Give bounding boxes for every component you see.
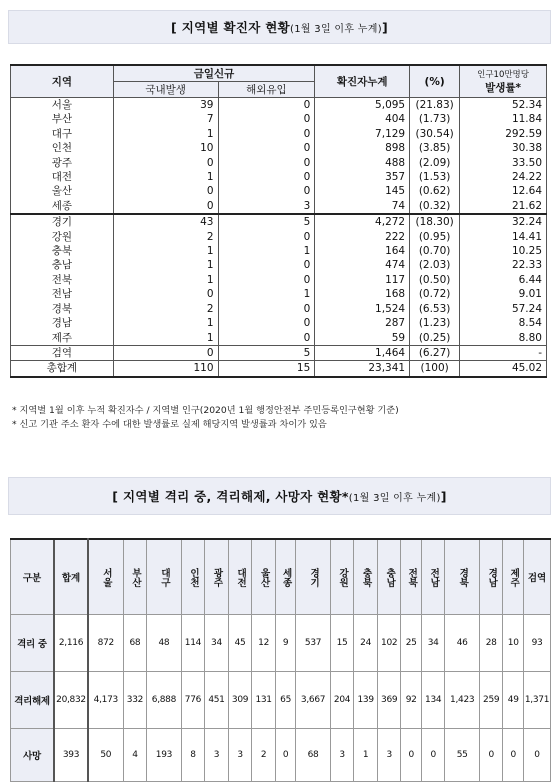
percent-cell: (0.72)	[410, 287, 460, 301]
percent-cell: (2.03)	[410, 258, 460, 272]
percent-cell: (0.62)	[410, 184, 460, 198]
region-value-cell: 139	[354, 672, 378, 729]
region-cell: 강원	[11, 230, 114, 244]
header-region-3: 인천	[181, 539, 205, 615]
region-value-cell: 68	[123, 615, 147, 672]
region-value-cell: 65	[275, 672, 295, 729]
percent-cell: (0.70)	[410, 244, 460, 258]
domestic-cell: 1	[113, 316, 218, 330]
domestic-cell: 1	[113, 170, 218, 184]
table-row	[11, 199, 547, 214]
header-region-8: 경기	[296, 539, 330, 615]
cumulative-cell: 404	[315, 112, 410, 126]
region-value-cell: 3	[330, 729, 354, 782]
row-label: 격리 중	[11, 615, 55, 672]
overseas-cell: 0	[218, 273, 315, 287]
total-rate-cell: 45.02	[460, 361, 547, 377]
table-row	[11, 729, 551, 782]
region-value-cell: 49	[503, 672, 524, 729]
rate-cell: 30.38	[460, 141, 547, 155]
percent-cell: (0.32)	[410, 199, 460, 214]
region-value-cell: 55	[445, 729, 479, 782]
region-cell: 제주	[11, 331, 114, 346]
header-region-10: 충북	[354, 539, 378, 615]
region-value-cell: 9	[275, 615, 295, 672]
overseas-cell: 0	[218, 112, 315, 126]
section2-title-sub: (1월 3일 이후 누계)	[348, 492, 441, 504]
domestic-cell: 0	[113, 156, 218, 170]
percent-cell: (0.95)	[410, 230, 460, 244]
domestic-cell: 1	[113, 331, 218, 346]
region-value-cell: 6,888	[147, 672, 181, 729]
confirmed-cases-table	[10, 64, 547, 378]
overseas-cell: 0	[218, 141, 315, 155]
row-total: 20,832	[54, 672, 88, 729]
domestic-cell: 0	[113, 287, 218, 301]
rate-cell: 14.41	[460, 230, 547, 244]
domestic-cell: 0	[113, 345, 218, 360]
region-value-cell: 0	[401, 729, 421, 782]
isolation-body	[11, 615, 551, 782]
header-percent: (%)	[410, 65, 460, 98]
region-cell: 서울	[11, 98, 114, 113]
region-value-cell: 68	[296, 729, 330, 782]
total-region-cell: 총합계	[11, 361, 114, 377]
cumulative-cell: 474	[315, 258, 410, 272]
overseas-cell: 0	[218, 316, 315, 330]
table-row	[11, 141, 547, 155]
region-cell: 전북	[11, 273, 114, 287]
cumulative-cell: 5,095	[315, 98, 410, 113]
header-region-4: 광주	[205, 539, 229, 615]
region-cell: 경남	[11, 316, 114, 330]
percent-cell: (21.83)	[410, 98, 460, 113]
percent-cell: (6.27)	[410, 345, 460, 360]
overseas-cell: 5	[218, 214, 315, 229]
region-value-cell: 48	[147, 615, 181, 672]
overseas-cell: 0	[218, 127, 315, 141]
header-region: 지역	[11, 65, 114, 98]
domestic-cell: 0	[113, 199, 218, 214]
cumulative-cell: 287	[315, 316, 410, 330]
domestic-cell: 43	[113, 214, 218, 229]
overseas-cell: 0	[218, 331, 315, 346]
header-region-15: 경남	[479, 539, 503, 615]
region-value-cell: 92	[401, 672, 421, 729]
region-value-cell: 0	[479, 729, 503, 782]
section1-title-end: ]	[381, 19, 388, 35]
table-row	[11, 273, 547, 287]
table-row	[11, 244, 547, 258]
domestic-cell: 1	[113, 127, 218, 141]
header-region-11: 충남	[377, 539, 401, 615]
footnote-1: * 지역별 1월 이후 누적 확진자수 / 지역별 인구(2020년 1월 행정안전부 주민등록인구현황 기준)	[12, 405, 399, 416]
header-overseas: 해외유입	[218, 82, 315, 98]
region-value-cell: 3	[205, 729, 229, 782]
region-value-cell: 10	[503, 615, 524, 672]
domestic-cell: 7	[113, 112, 218, 126]
table-row	[11, 302, 547, 316]
table-row	[11, 156, 547, 170]
cumulative-cell: 4,272	[315, 214, 410, 229]
overseas-cell: 0	[218, 230, 315, 244]
region-value-cell: 46	[445, 615, 479, 672]
header-region-16: 제주	[503, 539, 524, 615]
region-value-cell: 0	[275, 729, 295, 782]
region-value-cell: 114	[181, 615, 205, 672]
table-row	[11, 316, 547, 330]
region-value-cell: 309	[228, 672, 252, 729]
section2-title-main: [ 지역별 격리 중, 격리해제, 사망자 현황*	[112, 489, 349, 504]
table-row	[11, 672, 551, 729]
region-value-cell: 0	[503, 729, 524, 782]
table-row	[11, 112, 547, 126]
overseas-cell: 0	[218, 98, 315, 113]
region-value-cell: 8	[181, 729, 205, 782]
header-region-14: 경북	[445, 539, 479, 615]
header-region-2: 대구	[147, 539, 181, 615]
region-value-cell: 45	[228, 615, 252, 672]
header-region-5: 대전	[228, 539, 252, 615]
region-value-cell: 0	[421, 729, 445, 782]
region-value-cell: 24	[354, 615, 378, 672]
region-cell: 검역	[11, 345, 114, 360]
overseas-cell: 0	[218, 258, 315, 272]
table-row	[11, 98, 547, 113]
overseas-cell: 0	[218, 156, 315, 170]
cumulative-cell: 145	[315, 184, 410, 198]
rate-cell: 8.54	[460, 316, 547, 330]
header-domestic: 국내발생	[113, 82, 218, 98]
quarantine-value-cell: 93	[524, 615, 551, 672]
rate-cell: 12.64	[460, 184, 547, 198]
percent-cell: (18.30)	[410, 214, 460, 229]
header-total: 합계	[54, 539, 88, 615]
region-value-cell: 102	[377, 615, 401, 672]
rate-cell: 52.34	[460, 98, 547, 113]
header-cumulative: 확진자누계	[315, 65, 410, 98]
region-cell: 울산	[11, 184, 114, 198]
quarantine-value-cell: 0	[524, 729, 551, 782]
region-value-cell: 369	[377, 672, 401, 729]
section1-title-sub: (1월 3일 이후 누계)	[290, 23, 382, 35]
region-value-cell: 3,667	[296, 672, 330, 729]
rate-cell: -	[460, 345, 547, 360]
region-cell: 대구	[11, 127, 114, 141]
region-value-cell: 4	[123, 729, 147, 782]
region-cell: 경기	[11, 214, 114, 229]
overseas-cell: 0	[218, 302, 315, 316]
cumulative-cell: 1,464	[315, 345, 410, 360]
isolation-status-table	[10, 538, 551, 782]
percent-cell: (1.23)	[410, 316, 460, 330]
total-percent-cell: (100)	[410, 361, 460, 377]
overseas-cell: 1	[218, 244, 315, 258]
region-cell: 경북	[11, 302, 114, 316]
percent-cell: (0.25)	[410, 331, 460, 346]
percent-cell: (1.53)	[410, 170, 460, 184]
header-today-new: 금일신규	[113, 65, 315, 82]
total-row	[11, 361, 547, 377]
rate-cell: 24.22	[460, 170, 547, 184]
domestic-cell: 1	[113, 273, 218, 287]
region-cell: 부산	[11, 112, 114, 126]
cumulative-cell: 7,129	[315, 127, 410, 141]
domestic-cell: 2	[113, 230, 218, 244]
isolation-header-row	[11, 539, 551, 615]
rate-cell: 22.33	[460, 258, 547, 272]
section2-title	[8, 477, 551, 515]
percent-cell: (3.85)	[410, 141, 460, 155]
rate-cell: 33.50	[460, 156, 547, 170]
region-value-cell: 3	[228, 729, 252, 782]
region-value-cell: 193	[147, 729, 181, 782]
cumulative-cell: 59	[315, 331, 410, 346]
region-value-cell: 204	[330, 672, 354, 729]
percent-cell: (1.73)	[410, 112, 460, 126]
total-overseas-cell: 15	[218, 361, 315, 377]
header-region-13: 전남	[421, 539, 445, 615]
header-per100k-top: 인구10만명당	[477, 70, 529, 80]
domestic-cell: 10	[113, 141, 218, 155]
overseas-cell: 1	[218, 287, 315, 301]
percent-cell: (0.50)	[410, 273, 460, 287]
confirmed-cases-body	[11, 98, 547, 377]
region-value-cell: 3	[377, 729, 401, 782]
section1-title-main: [ 지역별 확진자 현황	[171, 20, 290, 35]
cumulative-cell: 117	[315, 273, 410, 287]
table-row	[11, 184, 547, 198]
rate-cell: 6.44	[460, 273, 547, 287]
rate-cell: 32.24	[460, 214, 547, 229]
region-cell: 전남	[11, 287, 114, 301]
header-region-0: 서울	[88, 539, 123, 615]
table-row	[11, 127, 547, 141]
region-value-cell: 1	[354, 729, 378, 782]
total-domestic-cell: 110	[113, 361, 218, 377]
domestic-cell: 39	[113, 98, 218, 113]
region-value-cell: 28	[479, 615, 503, 672]
cumulative-cell: 357	[315, 170, 410, 184]
rate-cell: 10.25	[460, 244, 547, 258]
region-value-cell: 34	[205, 615, 229, 672]
section1-title	[8, 10, 551, 44]
header-region-6: 울산	[252, 539, 276, 615]
region-value-cell: 332	[123, 672, 147, 729]
table-row	[11, 287, 547, 301]
region-value-cell: 872	[88, 615, 123, 672]
domestic-cell: 1	[113, 258, 218, 272]
domestic-cell: 2	[113, 302, 218, 316]
region-cell: 충북	[11, 244, 114, 258]
region-value-cell: 451	[205, 672, 229, 729]
region-cell: 세종	[11, 199, 114, 214]
region-value-cell: 4,173	[88, 672, 123, 729]
rate-cell: 11.84	[460, 112, 547, 126]
rate-cell: 9.01	[460, 287, 547, 301]
header-region-7: 세종	[275, 539, 295, 615]
cumulative-cell: 898	[315, 141, 410, 155]
domestic-cell: 0	[113, 184, 218, 198]
region-cell: 인천	[11, 141, 114, 155]
total-cumulative-cell: 23,341	[315, 361, 410, 377]
header-per100k-bottom: 발생률*	[485, 82, 521, 94]
cumulative-cell: 164	[315, 244, 410, 258]
region-value-cell: 15	[330, 615, 354, 672]
region-value-cell: 12	[252, 615, 276, 672]
row-total: 393	[54, 729, 88, 782]
row-label: 사망	[11, 729, 55, 782]
region-value-cell: 131	[252, 672, 276, 729]
region-value-cell: 2	[252, 729, 276, 782]
region-value-cell: 776	[181, 672, 205, 729]
footnotes	[12, 404, 399, 432]
section2-title-end: ]	[440, 488, 447, 504]
footnote-2: * 신고 기관 주소 환자 수에 대한 발생률로 실제 해당지역 발생률과 차이가 있음	[12, 419, 327, 430]
region-value-cell: 537	[296, 615, 330, 672]
cumulative-cell: 488	[315, 156, 410, 170]
row-total: 2,116	[54, 615, 88, 672]
percent-cell: (6.53)	[410, 302, 460, 316]
table-row	[11, 615, 551, 672]
region-cell: 광주	[11, 156, 114, 170]
table-row	[11, 345, 547, 360]
cumulative-cell: 168	[315, 287, 410, 301]
header-category: 구분	[11, 539, 55, 615]
quarantine-value-cell: 1,371	[524, 672, 551, 729]
rate-cell: 8.80	[460, 331, 547, 346]
region-value-cell: 34	[421, 615, 445, 672]
region-value-cell: 1,423	[445, 672, 479, 729]
rate-cell: 57.24	[460, 302, 547, 316]
overseas-cell: 0	[218, 170, 315, 184]
region-cell: 충남	[11, 258, 114, 272]
rate-cell: 292.59	[460, 127, 547, 141]
overseas-cell: 0	[218, 184, 315, 198]
region-value-cell: 134	[421, 672, 445, 729]
table-row	[11, 331, 547, 346]
table-row	[11, 258, 547, 272]
header-region-1: 부산	[123, 539, 147, 615]
domestic-cell: 1	[113, 244, 218, 258]
rate-cell: 21.62	[460, 199, 547, 214]
cumulative-cell: 222	[315, 230, 410, 244]
percent-cell: (2.09)	[410, 156, 460, 170]
table-row	[11, 230, 547, 244]
overseas-cell: 5	[218, 345, 315, 360]
header-region-9: 강원	[330, 539, 354, 615]
cumulative-cell: 1,524	[315, 302, 410, 316]
table-row	[11, 170, 547, 184]
header-quarantine: 검역	[524, 539, 551, 615]
region-value-cell: 259	[479, 672, 503, 729]
percent-cell: (30.54)	[410, 127, 460, 141]
row-label: 격리해제	[11, 672, 55, 729]
region-value-cell: 50	[88, 729, 123, 782]
overseas-cell: 3	[218, 199, 315, 214]
table-row	[11, 214, 547, 229]
header-per100k	[460, 65, 547, 98]
region-cell: 대전	[11, 170, 114, 184]
cumulative-cell: 74	[315, 199, 410, 214]
header-region-12: 전북	[401, 539, 421, 615]
region-value-cell: 25	[401, 615, 421, 672]
